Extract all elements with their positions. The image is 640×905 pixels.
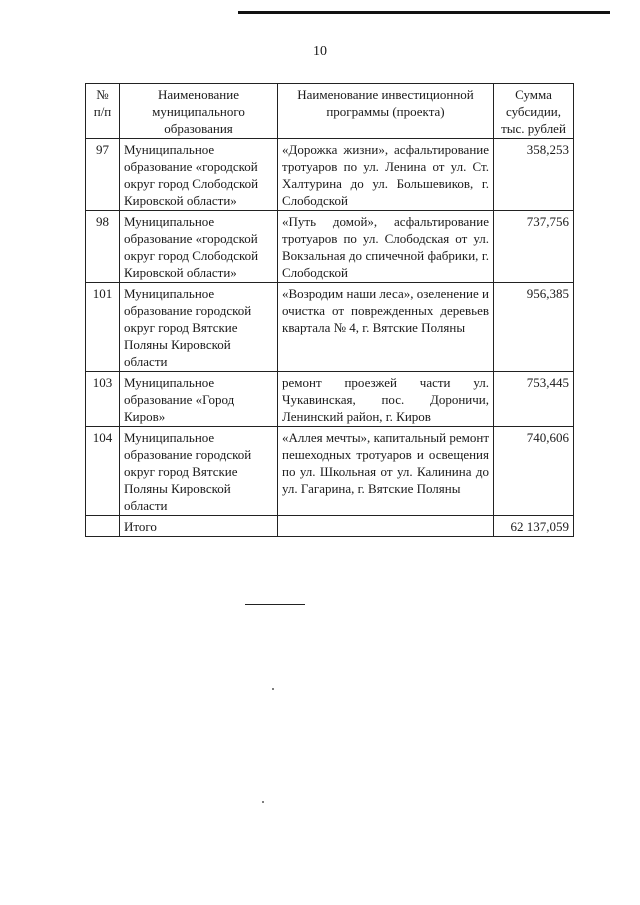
- row-number: 97: [86, 139, 120, 211]
- row-number: 103: [86, 372, 120, 427]
- table-row: [86, 139, 574, 211]
- row-number: 98: [86, 211, 120, 283]
- table-row: [86, 427, 574, 516]
- table-row: [86, 283, 574, 372]
- total-number: [86, 516, 120, 537]
- row-amount: 358,253: [494, 139, 574, 211]
- header-municipality: Наименование муниципального образования: [120, 84, 278, 139]
- table-header-row: [86, 84, 574, 139]
- scan-speck: [262, 801, 264, 803]
- total-program: [278, 516, 494, 537]
- row-municipality: Муниципальное образование «городской округ город Слободской Кировской области»: [120, 139, 278, 211]
- subsidy-table: [85, 83, 574, 537]
- row-program: «Аллея мечты», капитальный ремонт пешеходных тротуаров и освещения по ул. Школьная от ул. Калинина до ул. Гагарина, г. Вятские Поляны: [278, 427, 494, 516]
- table-row: [86, 372, 574, 427]
- bottom-rule: [245, 604, 305, 605]
- row-amount: 740,606: [494, 427, 574, 516]
- row-program: «Дорожка жизни», асфальтирование тротуаров по ул. Ленина от ул. Ст. Халтурина до ул. Большевиков, г. Слободской: [278, 139, 494, 211]
- row-amount: 956,385: [494, 283, 574, 372]
- total-amount: 62 137,059: [494, 516, 574, 537]
- table-row: [86, 211, 574, 283]
- row-municipality: Муниципальное образование городской округ город Вятские Поляны Кировской области: [120, 427, 278, 516]
- row-program: «Путь домой», асфальтирование тротуаров по ул. Слободская от ул. Вокзальная до спичечной фабрики, г. Слободской: [278, 211, 494, 283]
- scan-speck: [272, 688, 274, 690]
- top-rule: [238, 11, 610, 14]
- header-amount: Сумма субсидии, тыс. рублей: [494, 84, 574, 139]
- row-program: «Возродим наши леса», озеленение и очистка от поврежденных деревьев квартала № 4, г. Вятские Поляны: [278, 283, 494, 372]
- row-amount: 753,445: [494, 372, 574, 427]
- row-municipality: Муниципальное образование городской округ город Вятские Поляны Кировской области: [120, 283, 278, 372]
- total-row: [86, 516, 574, 537]
- row-municipality: Муниципальное образование «Город Киров»: [120, 372, 278, 427]
- total-label: Итого: [120, 516, 278, 537]
- row-municipality: Муниципальное образование «городской округ город Слободской Кировской области»: [120, 211, 278, 283]
- row-number: 104: [86, 427, 120, 516]
- row-amount: 737,756: [494, 211, 574, 283]
- header-program: Наименование инвестиционной программы (проекта): [278, 84, 494, 139]
- row-program: ремонт проезжей части ул. Чукавинская, пос. Дороничи, Ленинский район, г. Киров: [278, 372, 494, 427]
- row-number: 101: [86, 283, 120, 372]
- header-number: № п/п: [86, 84, 120, 139]
- page-number: 10: [313, 44, 327, 59]
